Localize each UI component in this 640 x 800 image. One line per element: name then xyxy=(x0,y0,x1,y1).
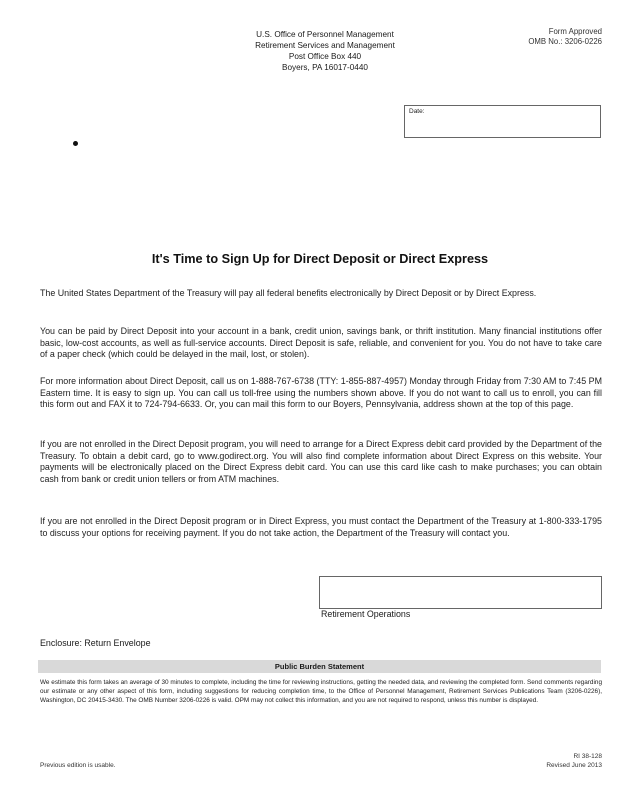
burden-heading: Public Burden Statement xyxy=(274,662,365,671)
enclosure-note: Enclosure: Return Envelope xyxy=(40,638,151,648)
revision-date: Revised June 2013 xyxy=(546,762,602,769)
agency-po-box: Post Office Box 440 xyxy=(288,52,362,61)
date-field[interactable] xyxy=(404,105,601,138)
paragraph-intro: The United States Department of the Treasury will pay all federal benefits electronically by Direct Deposit or by Direct Express. xyxy=(40,288,537,298)
previous-edition-note: Previous edition is usable. xyxy=(40,762,116,769)
agency-name: U.S. Office of Personnel Management xyxy=(256,30,394,39)
agency-address xyxy=(200,29,450,73)
paragraph-more-info: For more information about Direct Deposit, call us on 1-888-767-6738 (TTY: 1-855-887-4957) Monday through Friday from 7:30 AM to 7:45 PM Eastern time. It is easy to sign up. You can call us toll-free using the numbers shown above. If you do not want to call us to enroll, you can fill this form out and FAX it to 724-794-6633. Or, you can mail this form to our Boyers, Pennsylvania, address shown at the top of this page. xyxy=(40,376,602,410)
page-title: It's Time to Sign Up for Direct Deposit or Direct Express xyxy=(151,252,489,266)
agency-city: Boyers, PA 16017-0440 xyxy=(282,63,368,72)
paragraph-contact-treasury: If you are not enrolled in the Direct Deposit program or in Direct Express, you must contact the Department of the Treasury at 1-800-333-1795 to discuss your options for receiving payment. If you do not take action, the Department of the Treasury will contact you. xyxy=(40,516,602,538)
form-approved-label: Form Approved xyxy=(548,27,602,36)
paragraph-direct-express: If you are not enrolled in the Direct Deposit program, you will need to arrange for a Direct Express debit card provided by the Department of the Treasury. To obtain a debit card, go to www.godirect.org. You will also find complete information about Direct Express on this website. Your payments will be electronically placed on the Direct Express debit card. You can use this card like cash to make purchases; you can obtain cash from bank or credit union tellers or from ATM machines. xyxy=(40,439,602,484)
bullet-mark xyxy=(73,141,78,146)
form-approval-block xyxy=(528,27,602,47)
agency-division: Retirement Services and Management xyxy=(255,41,395,50)
signature-field[interactable] xyxy=(319,576,602,609)
paragraph-direct-deposit: You can be paid by Direct Deposit into your account in a bank, credit union, savings bank, or thrift institution. Many financial institutions offer basic, low-cost accounts, as well as full-service accounts. Direct Deposit is safe, reliable, and convenient for you. You do not have to take care of a paper check (which could be delayed in the mail, lost, or stolen). xyxy=(40,326,602,360)
form-number: RI 38-128 xyxy=(573,753,602,760)
form-id-block xyxy=(546,752,602,770)
burden-heading-bar xyxy=(38,660,601,673)
date-label: Date: xyxy=(409,108,425,115)
burden-statement: We estimate this form takes an average of 30 minutes to complete, including the time for reviewing instructions, getting the needed data, and reviewing the completed form. Send comments regarding our estimate or any other aspect of this form, including suggestions for reducing completion time, to the Office of Personnel Management, Retirement Services Publications Team (3206-0226), Washington, DC 20415-3430. The OMB Number 3206-0226 is valid. OPM may not collect this information, and you are not required to respond, unless this number is displayed. xyxy=(40,679,602,704)
signature-label: Retirement Operations xyxy=(321,609,411,619)
omb-number: OMB No.: 3206-0226 xyxy=(528,37,602,46)
